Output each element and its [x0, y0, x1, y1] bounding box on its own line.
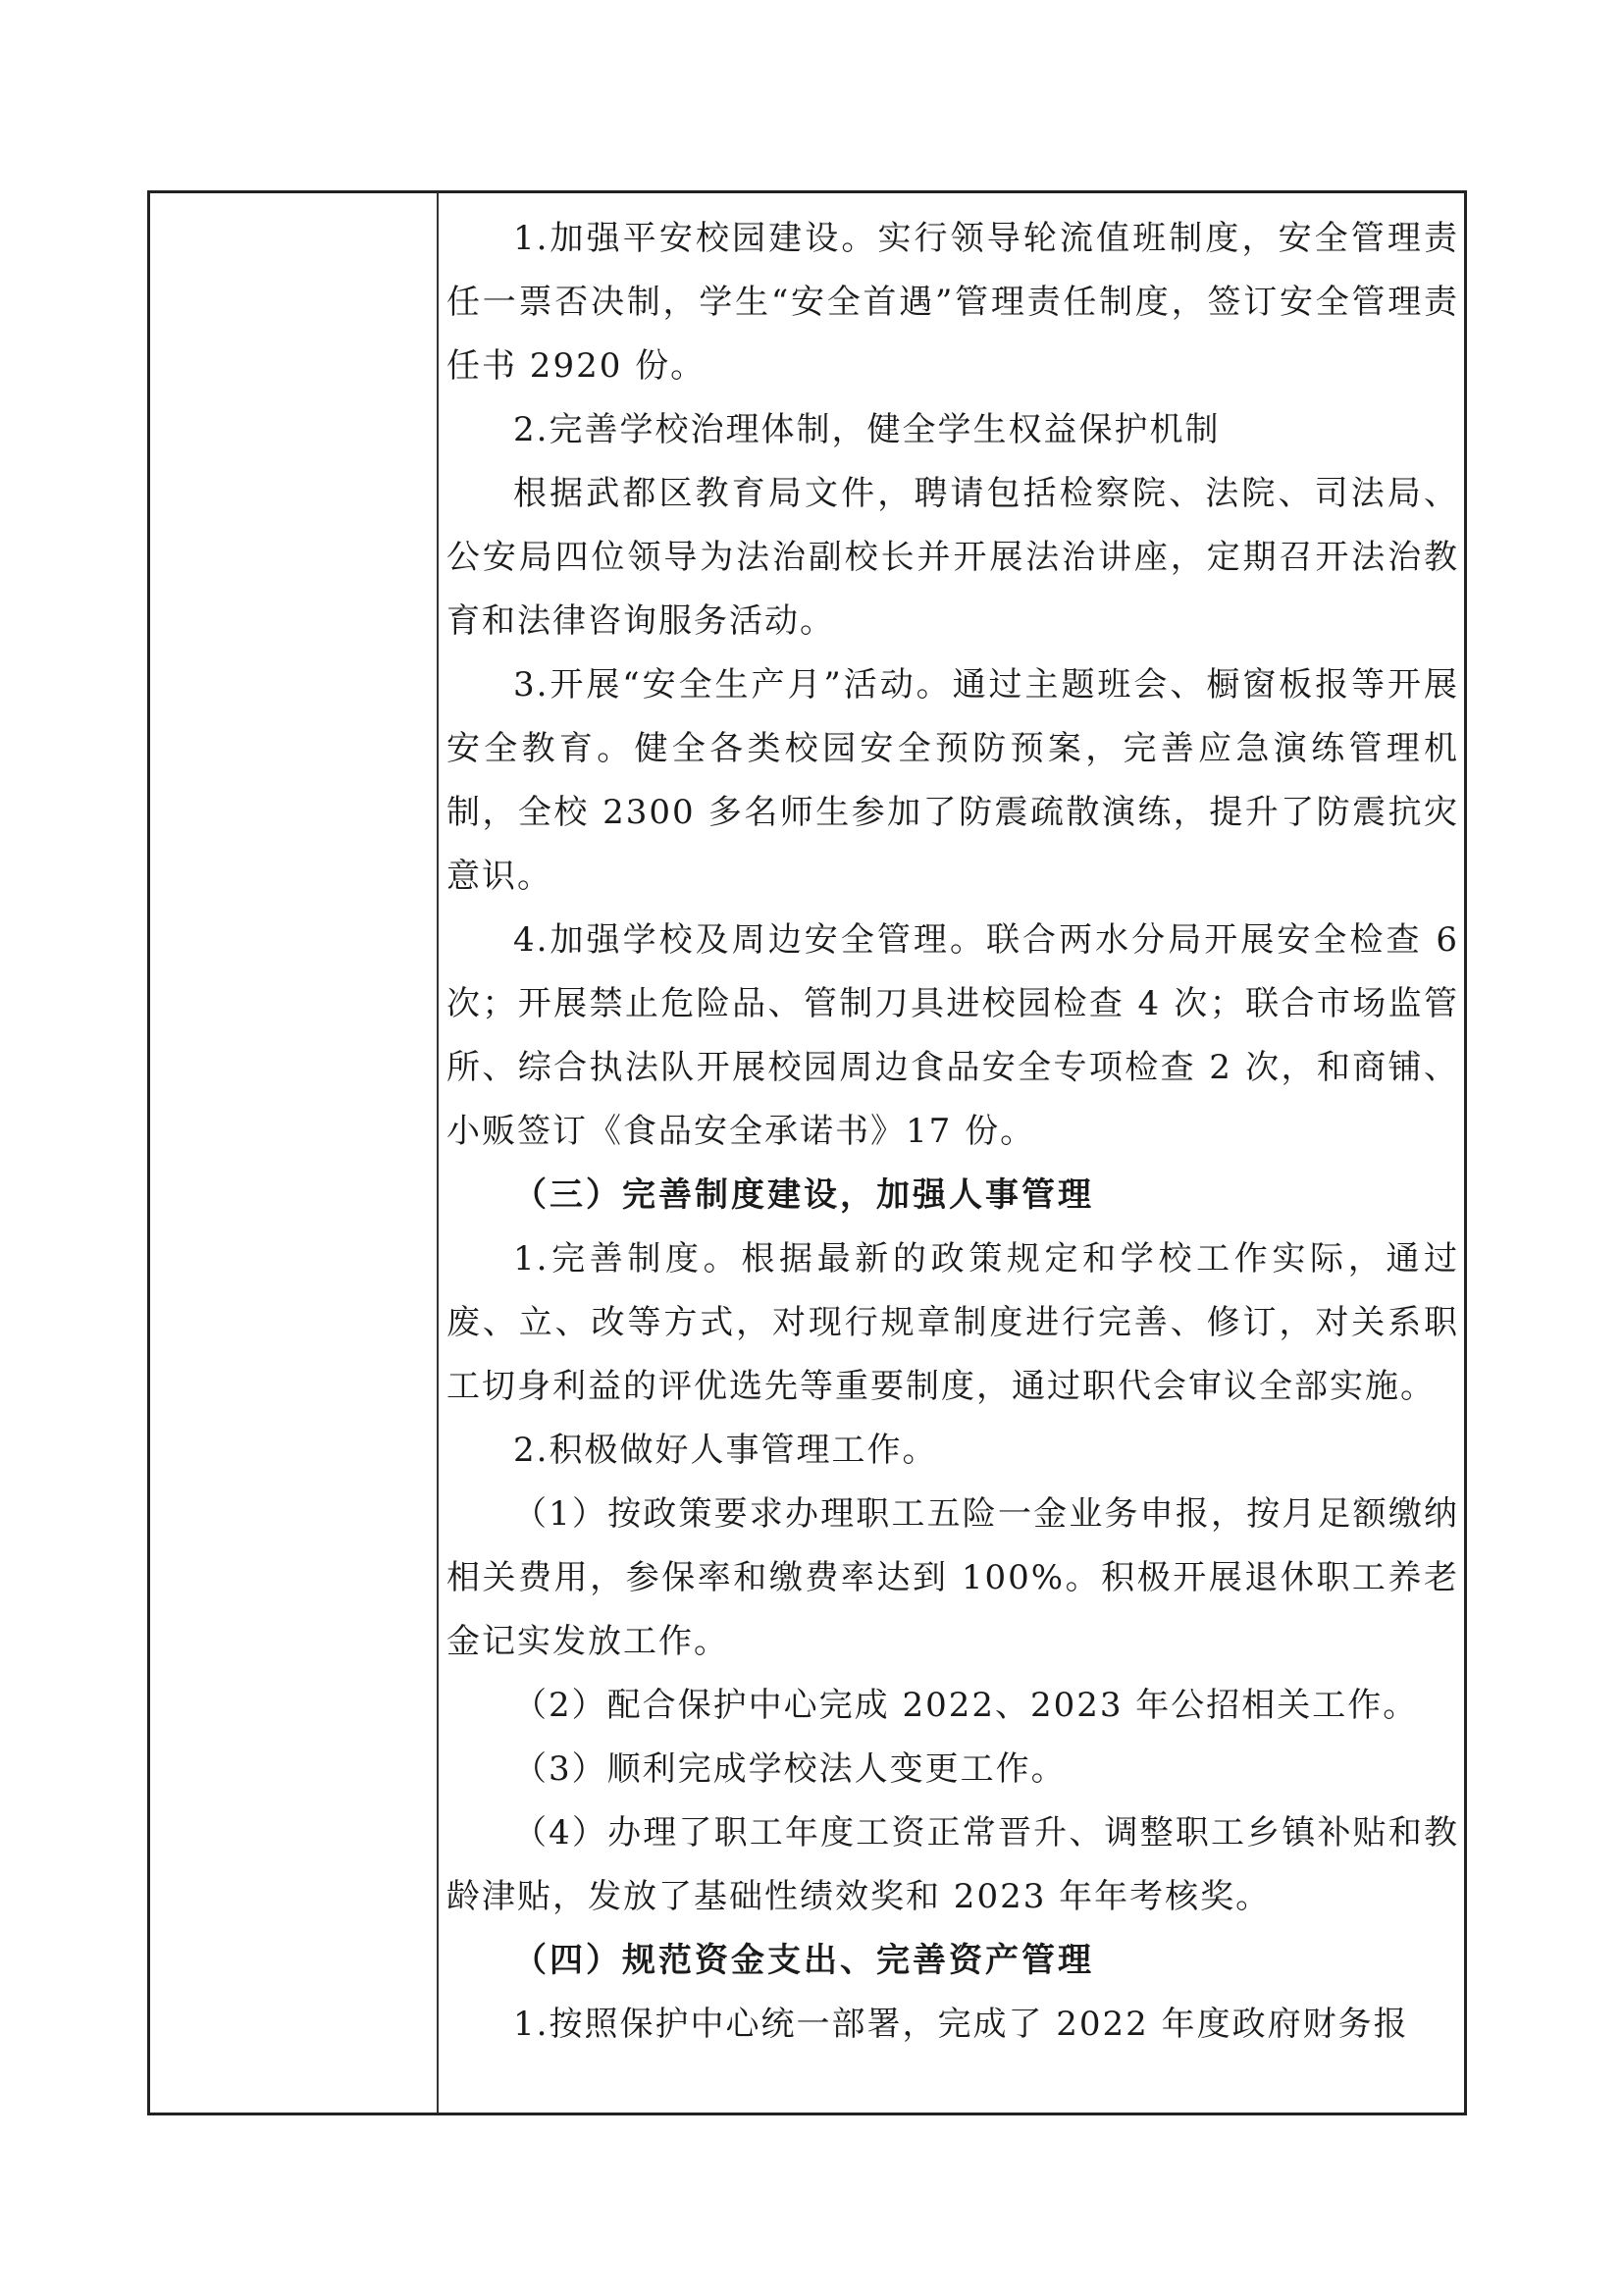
paragraph-governance-title: 2.完善学校治理体制，健全学生权益保护机制 [513, 410, 1221, 449]
section-heading-3: （三）完善制度建设，加强人事管理 [513, 1175, 1094, 1215]
paragraph-hr-item-2: （2）配合保护中心完成 2022、2023 年公招相关工作。 [513, 1686, 1419, 1725]
table-label-cell [150, 193, 437, 2113]
paragraph-hr-item-1: （1）按政策要求办理职工五险一金业务申报，按月足额缴纳相关费用，参保率和缴费率达到 100%。积极开展退休职工养老金记实发放工作。 [446, 1494, 1459, 1661]
paragraph-legal-vice-principal: 根据武都区教育局文件，聘请包括检察院、法院、司法局、公安局四位领导为法治副校长并开展法治讲座，定期召开法治教育和法律咨询服务活动。 [446, 474, 1459, 641]
paragraph-hr-work: 2.积极做好人事管理工作。 [513, 1431, 938, 1470]
paragraph-finance-report: 1.按照保护中心统一部署，完成了 2022 年度政府财务报 [513, 2005, 1409, 2044]
paragraph-safety-month: 3.开展“安全生产月”活动。通过主题班会、橱窗板报等开展安全教育。健全各类校园安全预防预案，完善应急演练管理机制，全校 2300 多名师生参加了防震疏散演练，提升了防震抗灾意识。 [446, 665, 1459, 896]
section-heading-4: （四）规范资金支出、完善资产管理 [513, 1941, 1094, 1980]
paragraph-hr-item-4: （4）办理了职工年度工资正常晋升、调整职工乡镇补贴和教龄津贴，发放了基础性绩效奖和 2023 年年考核奖。 [446, 1813, 1459, 1916]
paragraph-improve-system: 1.完善制度。根据最新的政策规定和学校工作实际，通过废、立、改等方式，对现行规章制度进行完善、修订，对关系职工切身利益的评优选先等重要制度，通过职代会审议全部实施。 [446, 1239, 1459, 1406]
paragraph-safety-campus: 1.加强平安校园建设。实行领导轮流值班制度，安全管理责任一票否决制，学生“安全首遇”管理责任制度，签订安全管理责任书 2920 份。 [446, 219, 1459, 386]
column-divider [437, 193, 439, 2113]
report-table [147, 190, 1467, 2115]
paragraph-hr-item-3: （3）顺利完成学校法人变更工作。 [513, 1749, 1067, 1789]
paragraph-surrounding-safety: 4.加强学校及周边安全管理。联合两水分局开展安全检查 6 次；开展禁止危险品、管制刀具进校园检查 4 次；联合市场监管所、综合执法队开展校园周边食品安全专项检查 2 次，和商铺、小贩签订《食品安全承诺书》17 份。 [446, 920, 1459, 1151]
table-content-cell [446, 207, 1459, 2113]
